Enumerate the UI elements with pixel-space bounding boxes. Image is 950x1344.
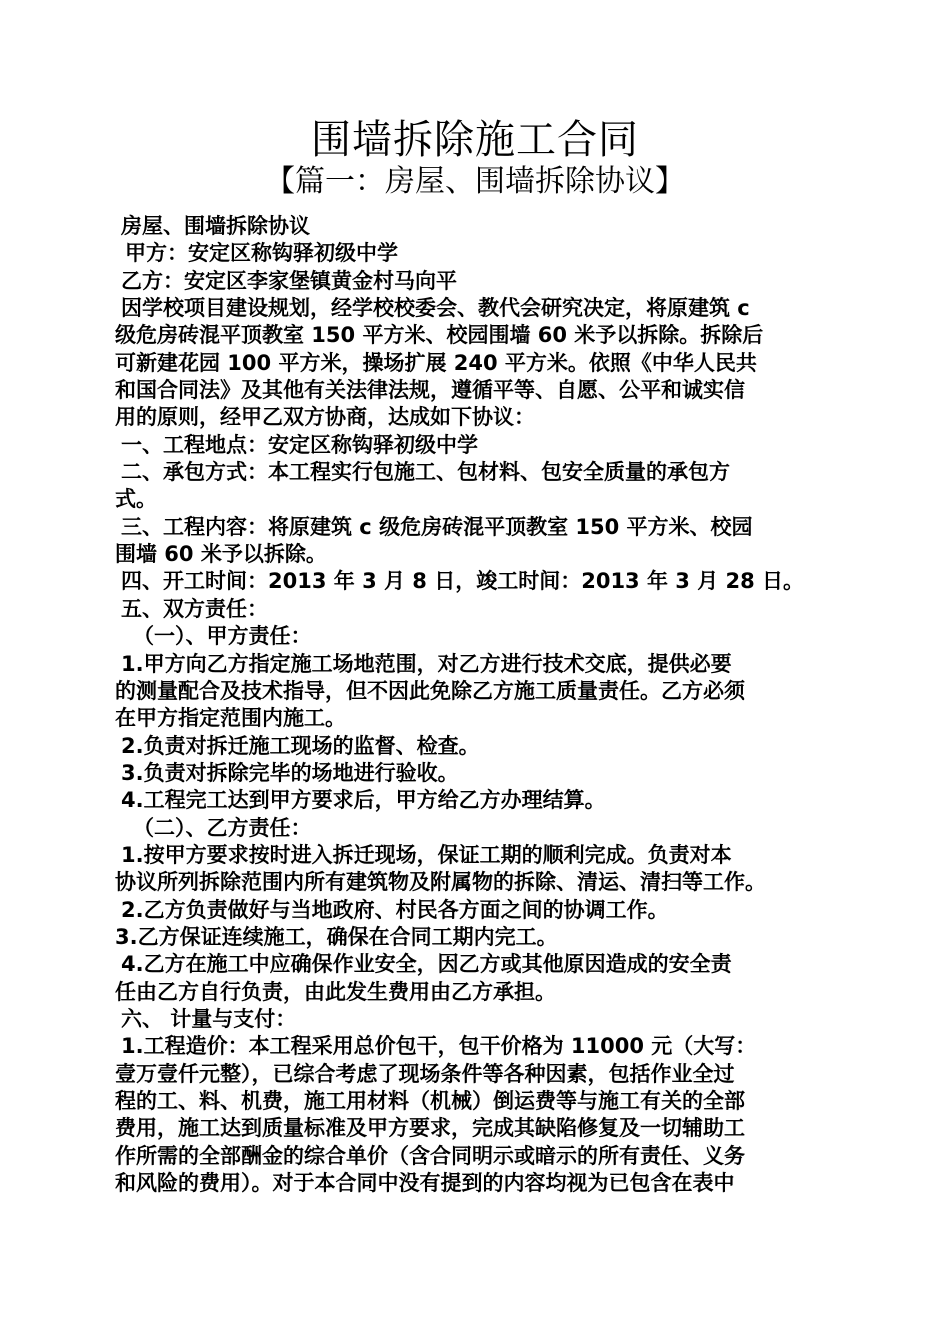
paragraph-line: 1.工程造价：本工程采用总价包干，包干价格为 11000 元（大写： (121, 1034, 757, 1059)
paragraph-line: 甲方：安定区称钩驿初级中学 (125, 241, 398, 266)
paragraph-line: 乙方：安定区李家堡镇黄金村马向平 (121, 268, 457, 293)
paragraph-line: 式。 (115, 487, 157, 512)
paragraph-line: 4.乙方在施工中应确保作业安全，因乙方或其他原因造成的安全责 (121, 952, 732, 977)
paragraph-line: 六、 计量与支付： (121, 1006, 297, 1031)
paragraph-line: 围墙 60 米予以拆除。 (115, 542, 327, 567)
paragraph-line: 一、工程地点：安定区称钩驿初级中学 (121, 432, 478, 457)
paragraph-line: 任由乙方自行负责，由此发生费用由乙方承担。 (115, 979, 556, 1004)
paragraph-line: 三、工程内容：将原建筑 c 级危房砖混平顶教室 150 平方米、校园 (121, 514, 753, 539)
document-title: 围墙拆除施工合同 (311, 117, 639, 163)
document-subtitle: 【篇一：房屋、围墙拆除协议】 (265, 164, 685, 199)
paragraph-line: 4.工程完工达到甲方要求后，甲方给乙方办理结算。 (121, 788, 606, 813)
paragraph-line: 3.乙方保证连续施工，确保在合同工期内完工。 (115, 924, 558, 949)
paragraph-line: 壹万壹仟元整），已综合考虑了现场条件等各种因素，包括作业全过 (115, 1061, 735, 1086)
paragraph-line: 的测量配合及技术指导，但不因此免除乙方施工质量责任。乙方必须 (115, 678, 745, 703)
paragraph-line: 二、承包方式：本工程实行包施工、包材料、包安全质量的承包方 (121, 460, 730, 485)
paragraph-line: 和风险的费用）。对于本合同中没有提到的内容均视为已包含在表中 (115, 1171, 735, 1196)
paragraph-line: 四、开工时间：2013 年 3 月 8 日，竣工时间：2013 年 3 月 28 日。 (121, 569, 805, 594)
paragraph-line: 房屋、围墙拆除协议 (121, 214, 310, 238)
paragraph-line: 1.甲方向乙方指定施工场地范围，对乙方进行技术交底，提供必要 (121, 651, 732, 676)
paragraph-line: 和国合同法》及其他有关法律法规，遵循平等、自愿、公平和诚实信 (115, 378, 745, 403)
paragraph-line: 1.按甲方要求按时进入拆迁现场，保证工期的顺利完成。负责对本 (121, 842, 732, 867)
paragraph-line: 2.乙方负责做好与当地政府、村民各方面之间的协调工作。 (121, 897, 669, 922)
paragraph-line: 五、双方责任： (121, 596, 268, 621)
paragraph-line: 程的工、料、机费，施工用材料（机械）倒运费等与施工有关的全部 (115, 1089, 745, 1113)
paragraph-line: 用的原则，经甲乙双方协商，达成如下协议： (115, 405, 535, 430)
paragraph-line: 可新建花园 100 平方米，操场扩展 240 平方米。依照《中华人民共 (115, 350, 757, 375)
paragraph-line: 费用，施工达到质量标准及甲方要求，完成其缺陷修复及一切辅助工 (115, 1116, 745, 1141)
paragraph-line: 级危房砖混平顶教室 150 平方米、校园围墙 60 米予以拆除。拆除后 (115, 323, 764, 348)
paragraph-line: （一）、甲方责任： (133, 624, 312, 649)
paragraph-line: 2.负责对拆迁施工现场的监督、检查。 (121, 733, 480, 758)
document-body (115, 213, 850, 1197)
paragraph-line: （二）、乙方责任： (133, 815, 312, 840)
paragraph-line: 3.负责对拆除完毕的场地进行验收。 (121, 760, 459, 785)
paragraph-line: 协议所列拆除范围内所有建筑物及附属物的拆除、清运、清扫等工作。 (115, 870, 766, 895)
paragraph-line: 在甲方指定范围内施工。 (115, 706, 346, 731)
paragraph-line: 因学校项目建设规划，经学校校委会、教代会研究决定，将原建筑 c (121, 296, 750, 321)
paragraph-line: 作所需的全部酬金的综合单价（含合同明示或暗示的所有责任、义务 (115, 1143, 745, 1168)
